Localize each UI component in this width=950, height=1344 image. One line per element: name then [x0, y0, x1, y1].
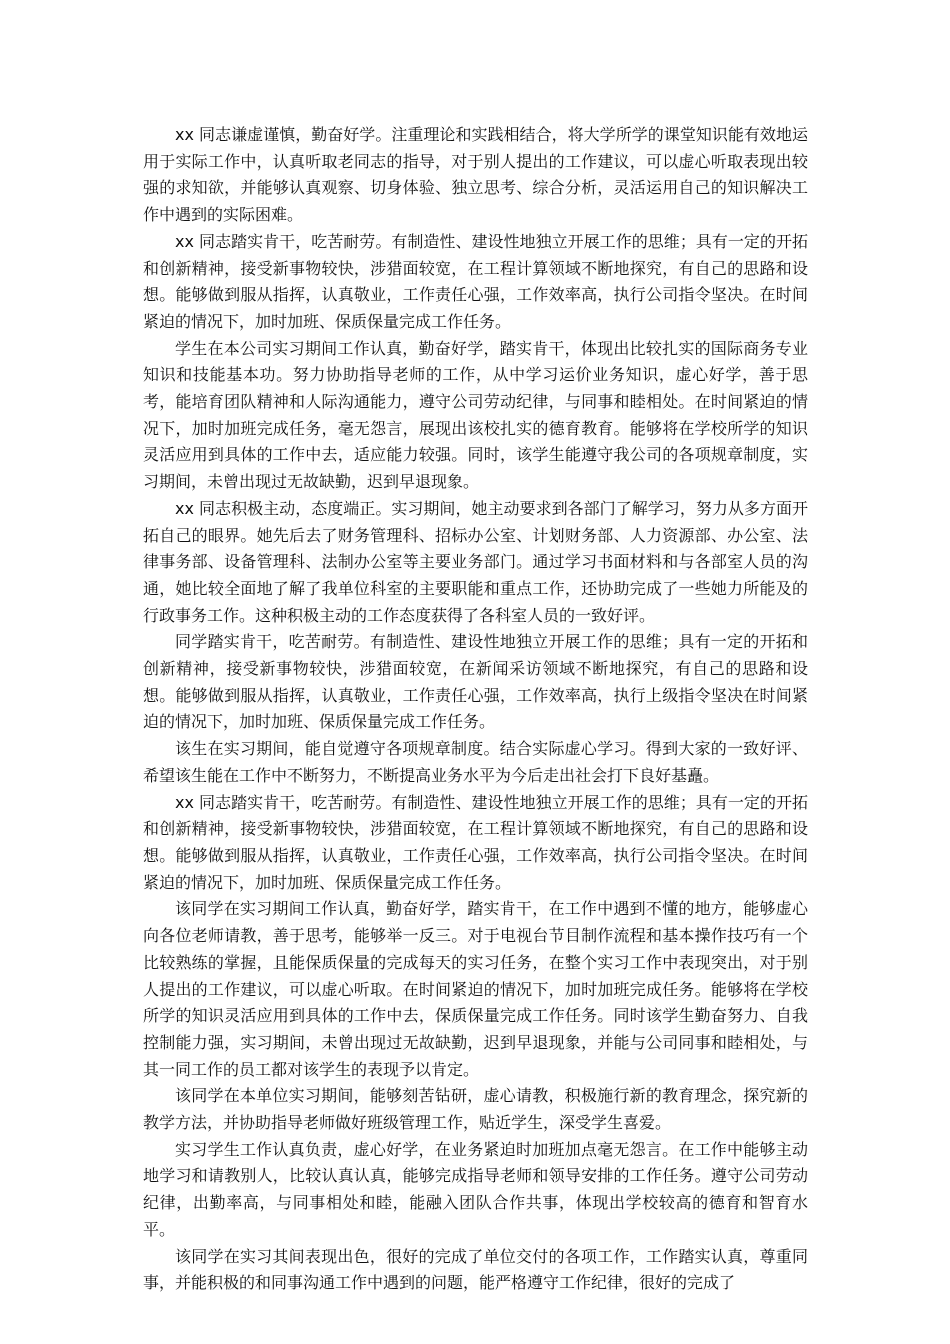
paragraph-1: xx 同志谦虚谨慎，勤奋好学。注重理论和实践相结合，将大学所学的课堂知识能有效地运用于实际工作中，认真听取老同志的指导，对于别人提出的工作建议，可以虚心听取表现出较强的求知欲，并能够认真观察、切身体验、独立思考、综合分析，灵活运用自己的知识解决工作中遇到的实际困难。 [143, 125, 808, 225]
paragraph-6: 该生在实习期间，能自觉遵守各项规章制度。结合实际虚心学习。得到大家的一致好评、希望该生能在工作中不断努力，不断提高业务水平为今后走出社会打下良好基矗。 [143, 739, 808, 785]
paragraph-2: xx 同志踏实肯干，吃苦耐劳。有制造性、建设性地独立开展工作的思维；具有一定的开拓和创新精神，接受新事物较快，涉猎面较宽，在工程计算领域不断地探究，有自己的思路和设想。能够做到服从指挥，认真敬业，工作责任心强，工作效率高，执行公司指令坚决。在时间紧迫的情况下，加时加班、保质保量完成工作任务。 [143, 231, 808, 331]
paragraph-5: 同学踏实肯干，吃苦耐劳。有制造性、建设性地独立开展工作的思维；具有一定的开拓和创新精神，接受新事物较快，涉猎面较宽，在新闻采访领域不断地探究，有自己的思路和设想。能够做到服从指挥，认真敬业，工作责任心强，工作效率高，执行上级指令坚决在时间紧迫的情况下，加时加班、保质保量完成工作任务。 [143, 632, 808, 732]
paragraph-10: 实习学生工作认真负责，虚心好学，在业务紧迫时加班加点毫无怨言。在工作中能够主动地学习和请教别人，比较认真认真，能够完成指导老师和领导安排的工作任务。遵守公司劳动纪律，出勤率高，与同事相处和睦，能融入团队合作共事，体现出学校较高的德育和智育水平。 [143, 1139, 808, 1239]
paragraph-3: 学生在本公司实习期间工作认真，勤奋好学，踏实肯干，体现出比较扎实的国际商务专业知识和技能基本功。努力协助指导老师的工作，从中学习运价业务知识，虚心好学，善于思考，能培育团队精神和人际沟通能力，遵守公司劳动纪律，与同事和睦相处。在时间紧迫的情况下，加时加班完成任务，毫无怨言，展现出该校扎实的德育教育。能够将在学校所学的知识灵活应用到具体的工作中去，适应能力较强。同时，该学生能遵守我公司的各项规章制度，实习期间，未曾出现过无故缺勤，迟到早退现象。 [143, 338, 808, 492]
paragraph-4: xx 同志积极主动，态度端正。实习期间，她主动要求到各部门了解学习，努力从多方面开拓自己的眼界。她先后去了财务管理科、招标办公室、计划财务部、人力资源部、办公室、法律事务部、设备管理科、法制办公室等主要业务部门。通过学习书面材料和与各部室人员的沟通，她比较全面地了解了我单位科室的主要职能和重点工作，还协助完成了一些她力所能及的行政事务工作。这种积极主动的工作态度获得了各科室人员的一致好评。 [143, 498, 808, 625]
paragraph-7: xx 同志踏实肯干，吃苦耐劳。有制造性、建设性地独立开展工作的思维；具有一定的开拓和创新精神，接受新事物较快，涉猎面较宽，在工程计算领域不断地探究，有自己的思路和设想。能够做到服从指挥，认真敬业，工作责任心强，工作效率高，执行公司指令坚决。在时间紧迫的情况下，加时加班、保质保量完成工作任务。 [143, 792, 808, 892]
paragraph-8: 该同学在实习期间工作认真，勤奋好学，踏实肯干，在工作中遇到不懂的地方，能够虚心向各位老师请教，善于思考，能够举一反三。对于电视台节目制作流程和基本操作技巧有一个比较熟练的掌握，且能保质保量的完成每天的实习任务，在整个实习工作中表现突出，对于别人提出的工作建议，可以虚心听取。在时间紧迫的情况下，加时加班完成任务。能够将在学校所学的知识灵活应用到具体的工作中去，保质保量完成工作任务。同时该学生勤奋努力、自我控制能力强，实习期间，未曾出现过无故缺勤，迟到早退现象，并能与公司同事和睦相处，与其一同工作的员工都对该学生的表现予以肯定。 [143, 899, 808, 1079]
document-body [143, 122, 808, 1297]
paragraph-9: 该同学在本单位实习期间，能够刻苦钻研，虚心请教，积极施行新的教育理念，探究新的教学方法，并协助指导老师做好班级管理工作，贴近学生，深受学生喜爱。 [143, 1086, 808, 1133]
paragraph-11: 该同学在实习其间表现出色，很好的完成了单位交付的各项工作，工作踏实认真，尊重同事，并能积极的和同事沟通工作中遇到的问题，能严格遵守工作纪律，很好的完成了 [143, 1246, 808, 1293]
